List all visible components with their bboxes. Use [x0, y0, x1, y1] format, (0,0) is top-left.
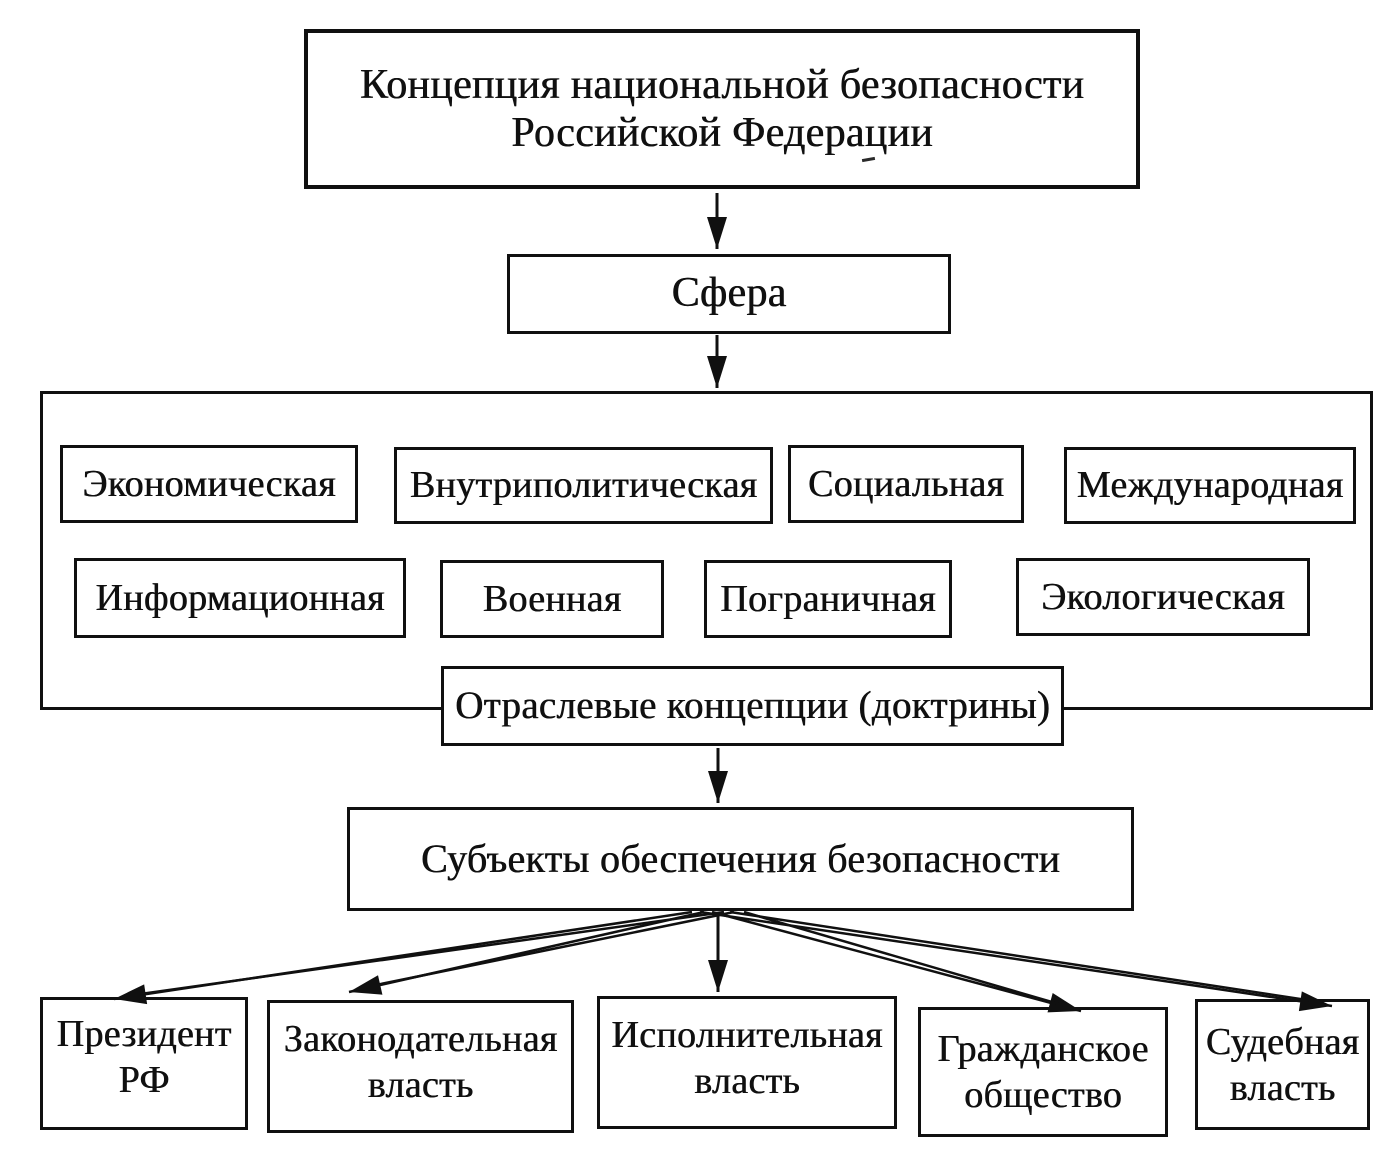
sphere-military-label: Военная	[482, 577, 622, 620]
concept-title-box	[304, 29, 1140, 189]
concept-title-line2: Российской Федерации	[511, 110, 933, 156]
sphere-ecological-box	[1016, 558, 1310, 636]
sphere-international-box	[1064, 447, 1356, 524]
sphere-label: Сфера	[671, 270, 787, 317]
sphere-military-box	[440, 560, 664, 638]
sphere-information-box	[74, 558, 406, 638]
concept-title-line1: Концепция национальной безопасности	[359, 62, 1085, 108]
sphere-box	[507, 254, 951, 334]
sphere-borderland-label: Пограничная	[720, 577, 936, 620]
arrow-subjects-to-legislative	[349, 912, 734, 992]
subject-executive-line2: власть	[694, 1059, 800, 1102]
subject-judicial-line1: Судебная	[1205, 1020, 1360, 1063]
subject-president-line2: РФ	[118, 1058, 170, 1101]
arrow-subjects-to-president	[114, 912, 724, 999]
subject-legislative-line1: Законодательная	[283, 1017, 558, 1060]
security-subjects-label: Субъекты обеспечения безопасности	[420, 836, 1061, 882]
sphere-ecological-label: Экологическая	[1041, 575, 1285, 618]
security-subjects-box	[347, 807, 1134, 911]
subject-executive-line1: Исполнительная	[611, 1013, 883, 1056]
sphere-economic-label: Экономическая	[82, 462, 336, 505]
subject-judicial-box	[1195, 999, 1370, 1130]
arrow-subjects-to-judicial	[700, 912, 1332, 1006]
subject-legislative-line2: власть	[367, 1063, 474, 1106]
spheres-group-box	[40, 391, 1373, 710]
subject-judicial-line2: власть	[1229, 1066, 1336, 1109]
sphere-economic-box	[60, 445, 358, 523]
subject-legislative-box	[267, 1000, 574, 1133]
subject-executive-box	[597, 996, 897, 1129]
sphere-social-label: Социальная	[807, 462, 1005, 505]
sphere-information-label: Информационная	[95, 576, 385, 619]
subject-president-box	[40, 997, 248, 1130]
subject-president-line1: Президент	[56, 1012, 232, 1055]
sectoral-concepts-box	[441, 666, 1064, 746]
sphere-domestic-political-label: Внутриполитическая	[409, 464, 758, 507]
sphere-international-label: Международная	[1076, 464, 1344, 507]
subject-civil-society-box	[918, 1007, 1168, 1137]
subject-civil-society-line1: Гражданское	[937, 1028, 1149, 1070]
subject-civil-society-line2: общество	[964, 1074, 1122, 1116]
sectoral-concepts-label: Отраслевые концепции (доктрины)	[454, 683, 1051, 727]
sphere-borderland-box	[704, 560, 952, 638]
sphere-domestic-political-box	[394, 447, 773, 524]
sphere-social-box	[788, 445, 1024, 523]
